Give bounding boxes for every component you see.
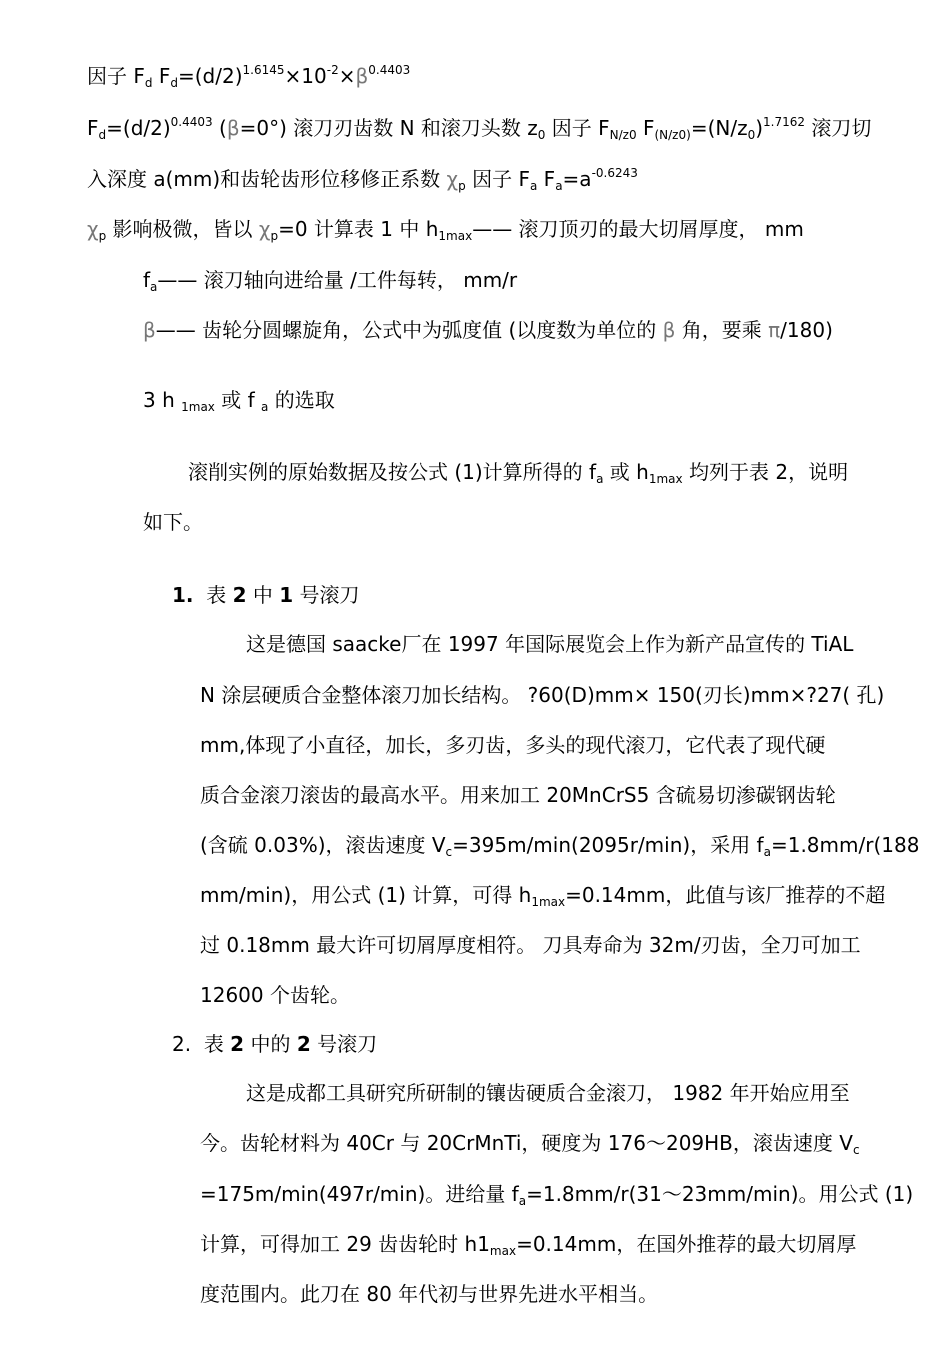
item-2-heading [172, 1034, 377, 1054]
paragraph-text: =1.8mm/r(31～23mm/min)。用公式 (1) [526, 1182, 914, 1206]
subscript: (N/z0) [654, 128, 691, 142]
subscript: 0 [747, 128, 756, 142]
formula-text: =(d/2) [106, 116, 171, 140]
chi-symbol: χ [258, 217, 271, 241]
formula-text: —— 滚刀轴向进给量 /工件每转， mm/r [157, 268, 518, 292]
beta-symbol: β [355, 64, 369, 88]
item-2-line-2 [200, 1131, 860, 1157]
formula-text: × [338, 64, 356, 88]
formula-text: =(d/2) [178, 64, 243, 88]
item-1-heading [172, 585, 360, 605]
subscript: c [445, 845, 453, 859]
formula-line-2 [87, 115, 872, 142]
item-2-line-5: 度范围内。此刀在 80 年代初与世界先进水平相当。 [200, 1282, 659, 1306]
item-1-line-3: mm,体现了小直径，加长，多刃齿，多头的现代滚刀，它代表了现代硬 [200, 733, 826, 757]
subscript: 1max [438, 229, 473, 243]
item-1-line-8: 12600 个齿轮。 [200, 983, 350, 1007]
formula-line-4 [87, 217, 804, 243]
subscript: max [489, 1244, 517, 1258]
pi-symbol: π [768, 318, 781, 342]
superscript: -2 [326, 63, 339, 77]
subscript: a [596, 472, 604, 486]
formula-text: =0 计算表 1 中 h [278, 217, 439, 241]
item-2-line-4 [200, 1232, 857, 1258]
formula-text: 因子 F [87, 64, 145, 88]
subscript: a [150, 280, 158, 294]
heading-text: 的选取 [268, 388, 335, 412]
paragraph-text: 或 h [603, 460, 649, 484]
subscript: c [852, 1143, 860, 1157]
subscript: 1max [531, 895, 566, 909]
heading-text: 3 h [143, 388, 182, 412]
formula-text: ) [755, 116, 764, 140]
formula-text: 滚刀切 [805, 116, 872, 140]
heading-number: 1 [279, 583, 294, 607]
heading-number: 2 [232, 583, 247, 607]
item-2-line-3 [200, 1182, 914, 1208]
paragraph-text: 今。齿轮材料为 40Cr 与 20CrMnTi，硬度为 176～209HB，滚齿速度 V [200, 1131, 853, 1155]
heading-text: 表 [206, 583, 233, 607]
heading-text: 中 [246, 583, 280, 607]
chi-symbol: χ [446, 167, 459, 191]
heading-text: 号滚刀 [310, 1032, 378, 1056]
formula-text: /180) [780, 318, 833, 342]
superscript: 0.4403 [170, 115, 213, 129]
beta-symbol: β [226, 116, 240, 140]
item-1-line-2: N 涂层硬质合金整体滚刀加长结构。 ?60(D)mm× 150(刃长)mm×?27( 孔) [200, 683, 885, 707]
superscript: 1.6145 [242, 63, 285, 77]
beta-symbol: β [662, 318, 676, 342]
item-1-line-6 [200, 883, 886, 909]
paragraph-text: =1.8mm/r(188 [770, 833, 920, 857]
heading-text: 表 [203, 1032, 231, 1056]
formula-text: F [152, 64, 171, 88]
subscript: a [261, 400, 269, 414]
definition-beta [143, 320, 833, 340]
formula-text: 入深度 a(mm)和齿轮齿形位移修正系数 [87, 167, 447, 191]
formula-text: F [87, 116, 99, 140]
subscript: N/z0 [609, 128, 637, 142]
paragraph-text: (含硫 0.03%)，滚齿速度 V [200, 833, 446, 857]
superscript: 0.4403 [368, 63, 411, 77]
subscript: a [529, 179, 538, 193]
beta-symbol: β [143, 318, 156, 342]
subscript: a [763, 845, 771, 859]
paragraph-text: =175m/min(497r/min)。进给量 f [200, 1182, 519, 1206]
formula-text: F [537, 167, 556, 191]
paragraph-text: mm/min)，用公式 (1) 计算，可得 h [200, 883, 532, 907]
intro-line-2: 如下。 [143, 510, 203, 534]
subscript: 1max [181, 400, 215, 414]
formula-text: —— 齿轮分圆螺旋角，公式中为弧度值 (以度数为单位的 [155, 318, 663, 342]
item-1-line-7: 过 0.18mm 最大许可切屑厚度相符。 刀具寿命为 32m/刃齿，全刀可加工 [200, 933, 861, 957]
heading-text: 中的 [244, 1032, 297, 1056]
intro-line-1 [188, 460, 849, 486]
item-1-line-1: 这是德国 saacke厂在 1997 年国际展览会上作为新产品宣传的 TiAL [246, 632, 854, 656]
formula-factor-fd [87, 63, 411, 90]
item-1-line-5 [200, 833, 920, 859]
subscript: p [98, 229, 107, 243]
formula-text: ×10 [284, 64, 327, 88]
subscript: p [458, 179, 466, 193]
formula-text: =(N/z [690, 116, 748, 140]
formula-text: ( [212, 116, 227, 140]
paragraph-text: =0.14mm，此值与该厂推荐的不超 [565, 883, 886, 907]
formula-text: f [143, 268, 151, 292]
subscript: 1max [648, 472, 683, 486]
definition-fa [143, 268, 518, 294]
paragraph-text: 计算，可得加工 29 齿齿轮时 h1 [200, 1232, 490, 1256]
item-number: 1. [172, 583, 194, 607]
paragraph-text: 均列于表 2，说明 [682, 460, 849, 484]
section-heading [143, 388, 335, 414]
subscript: p [270, 229, 279, 243]
item-number: 2. [172, 1032, 192, 1056]
item-2-line-1: 这是成都工具研究所研制的镶齿硬质合金滚刀， 1982 年开始应用至 [246, 1081, 850, 1105]
subscript: d [144, 76, 153, 90]
item-1-line-4: 质合金滚刀滚齿的最高水平。用来加工 20MnCrS5 含硫易切渗碳钢齿轮 [200, 783, 836, 807]
heading-number: 2 [230, 1032, 245, 1056]
heading-text: 号滚刀 [293, 583, 360, 607]
superscript: -0.6243 [591, 166, 638, 180]
heading-number: 2 [296, 1032, 311, 1056]
subscript: a [555, 179, 563, 193]
chi-symbol: χ [87, 217, 99, 241]
formula-text: =a [562, 167, 592, 191]
subscript: d [170, 76, 178, 90]
formula-line-3 [87, 166, 638, 193]
formula-text: F [636, 116, 655, 140]
paragraph-text: 滚削实例的原始数据及按公式 (1)计算所得的 f [188, 460, 597, 484]
formula-text: 角，要乘 [675, 318, 769, 342]
formula-text: 因子 F [465, 167, 530, 191]
formula-text: 影响极微，皆以 [106, 217, 259, 241]
paragraph-text: =395m/min(2095r/min)，采用 f [452, 833, 764, 857]
subscript: d [98, 128, 107, 142]
paragraph-text: =0.14mm，在国外推荐的最大切屑厚 [516, 1232, 857, 1256]
formula-text: 因子 F [545, 116, 610, 140]
formula-text: =0°) 滚刀刃齿数 N 和滚刀头数 z [239, 116, 538, 140]
subscript: 0 [537, 128, 546, 142]
heading-text: 或 f [214, 388, 262, 412]
subscript: a [518, 1194, 527, 1208]
superscript: 1.7162 [763, 115, 806, 129]
formula-text: —— 滚刀顶刃的最大切屑厚度， mm [472, 217, 804, 241]
